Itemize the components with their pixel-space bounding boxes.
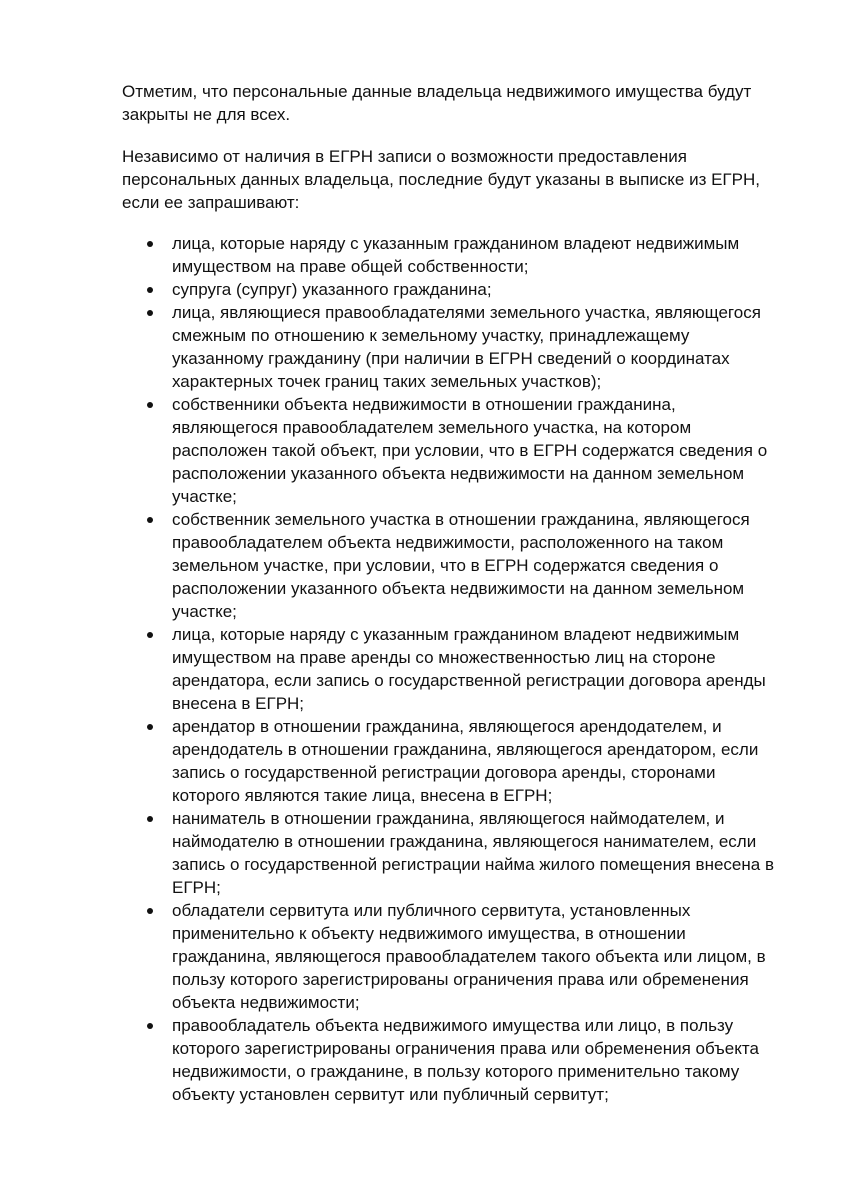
- list-item-line: лица, являющиеся правообладателями земельного участка, являющегося: [172, 303, 761, 322]
- lead-line: персональных данных владельца, последние будут указаны в выписке из ЕГРН,: [122, 170, 760, 189]
- list-item-line: объекта недвижимости;: [172, 993, 360, 1012]
- list-item: [122, 715, 787, 807]
- list-item-line: запись о государственной регистрации договора аренды, сторонами: [172, 763, 716, 782]
- list-item: [122, 1014, 787, 1106]
- bullet-icon: [147, 402, 153, 408]
- list-item-line: пользу которого зарегистрированы ограничения права или обременения: [172, 970, 749, 989]
- list-item: [122, 232, 787, 278]
- list-item-line: лица, которые наряду с указанным гражданином владеют недвижимым: [172, 625, 740, 644]
- list-item-line: указанному гражданину (при наличии в ЕГРН сведений о координатах: [172, 349, 730, 368]
- list-item-line: лица, которые наряду с указанным гражданином владеют недвижимым: [172, 234, 740, 253]
- list-item-line: обладатели сервитута или публичного сервитута, установленных: [172, 901, 691, 920]
- list-item: [122, 508, 787, 623]
- list-item-line: являющегося правообладателем земельного участка, на котором: [172, 418, 692, 437]
- list-item: [122, 301, 787, 393]
- list-item-line: наймодателю в отношении гражданина, являющегося нанимателем, если: [172, 832, 757, 851]
- list-item-line: арендатор в отношении гражданина, являющегося арендодателем, и: [172, 717, 722, 736]
- list-item-line: участке;: [172, 487, 237, 506]
- list-item-line: супруга (супруг) указанного гражданина;: [172, 280, 492, 299]
- list-item: [122, 807, 787, 899]
- list-item: [122, 393, 787, 508]
- list-item-line: собственники объекта недвижимости в отношении гражданина,: [172, 395, 676, 414]
- list-item-line: гражданина, являющегося правообладателем такого объекта или лицом, в: [172, 947, 766, 966]
- list-item-line: наниматель в отношении гражданина, являющегося наймодателем, и: [172, 809, 725, 828]
- bullet-icon: [147, 310, 153, 316]
- document-body: [122, 80, 787, 1106]
- bullet-icon: [147, 287, 153, 293]
- bullet-icon: [147, 816, 153, 822]
- list-item-line: имуществом на праве аренды со множественностью лиц на стороне: [172, 648, 716, 667]
- list-item-line: имуществом на праве общей собственности;: [172, 257, 529, 276]
- bullet-icon: [147, 517, 153, 523]
- list-item-line: арендодатель в отношении гражданина, являющегося арендатором, если: [172, 740, 759, 759]
- bullet-icon: [147, 908, 153, 914]
- lead-paragraph: [122, 145, 787, 214]
- list-item-line: которого зарегистрированы ограничения права или обременения объекта: [172, 1039, 759, 1058]
- intro-line: Отметим, что персональные данные владельца недвижимого имущества будут: [122, 82, 752, 101]
- list-item: [122, 623, 787, 715]
- list-item-line: внесена в ЕГРН;: [172, 694, 305, 713]
- list-item-line: запись о государственной регистрации найма жилого помещения внесена в: [172, 855, 774, 874]
- list-item: [122, 278, 787, 301]
- list-item-line: земельном участке, при условии, что в ЕГРН содержатся сведения о: [172, 556, 719, 575]
- list-item-line: собственник земельного участка в отношении гражданина, являющегося: [172, 510, 750, 529]
- bullet-icon: [147, 724, 153, 730]
- list-item-line: правообладателем объекта недвижимости, расположенного на таком: [172, 533, 724, 552]
- bullet-list: [122, 232, 787, 1106]
- list-item-line: ЕГРН;: [172, 878, 221, 897]
- list-item-line: расположен такой объект, при условии, что в ЕГРН содержатся сведения о: [172, 441, 768, 460]
- list-item-line: расположении указанного объекта недвижимости на данном земельном: [172, 464, 745, 483]
- list-item-line: правообладатель объекта недвижимого имущества или лицо, в пользу: [172, 1016, 734, 1035]
- lead-line: если ее запрашивают:: [122, 193, 300, 212]
- bullet-icon: [147, 632, 153, 638]
- list-item-line: расположении указанного объекта недвижимости на данном земельном: [172, 579, 745, 598]
- list-item-line: которого являются такие лица, внесена в ЕГРН;: [172, 786, 553, 805]
- list-item: [122, 899, 787, 1014]
- bullet-icon: [147, 1023, 153, 1029]
- list-item-line: смежным по отношению к земельному участку, принадлежащему: [172, 326, 690, 345]
- list-item-line: участке;: [172, 602, 237, 621]
- lead-line: Независимо от наличия в ЕГРН записи о возможности предоставления: [122, 147, 687, 166]
- bullet-icon: [147, 241, 153, 247]
- list-item-line: объекту установлен сервитут или публичный сервитут;: [172, 1085, 609, 1104]
- list-item-line: применительно к объекту недвижимого имущества, в отношении: [172, 924, 686, 943]
- list-item-line: арендатора, если запись о государственной регистрации договора аренды: [172, 671, 766, 690]
- list-item-line: недвижимости, о гражданине, в пользу которого применительно такому: [172, 1062, 740, 1081]
- intro-paragraph: [122, 80, 787, 126]
- list-item-line: характерных точек границ таких земельных участков);: [172, 372, 602, 391]
- intro-line: закрыты не для всех.: [122, 105, 291, 124]
